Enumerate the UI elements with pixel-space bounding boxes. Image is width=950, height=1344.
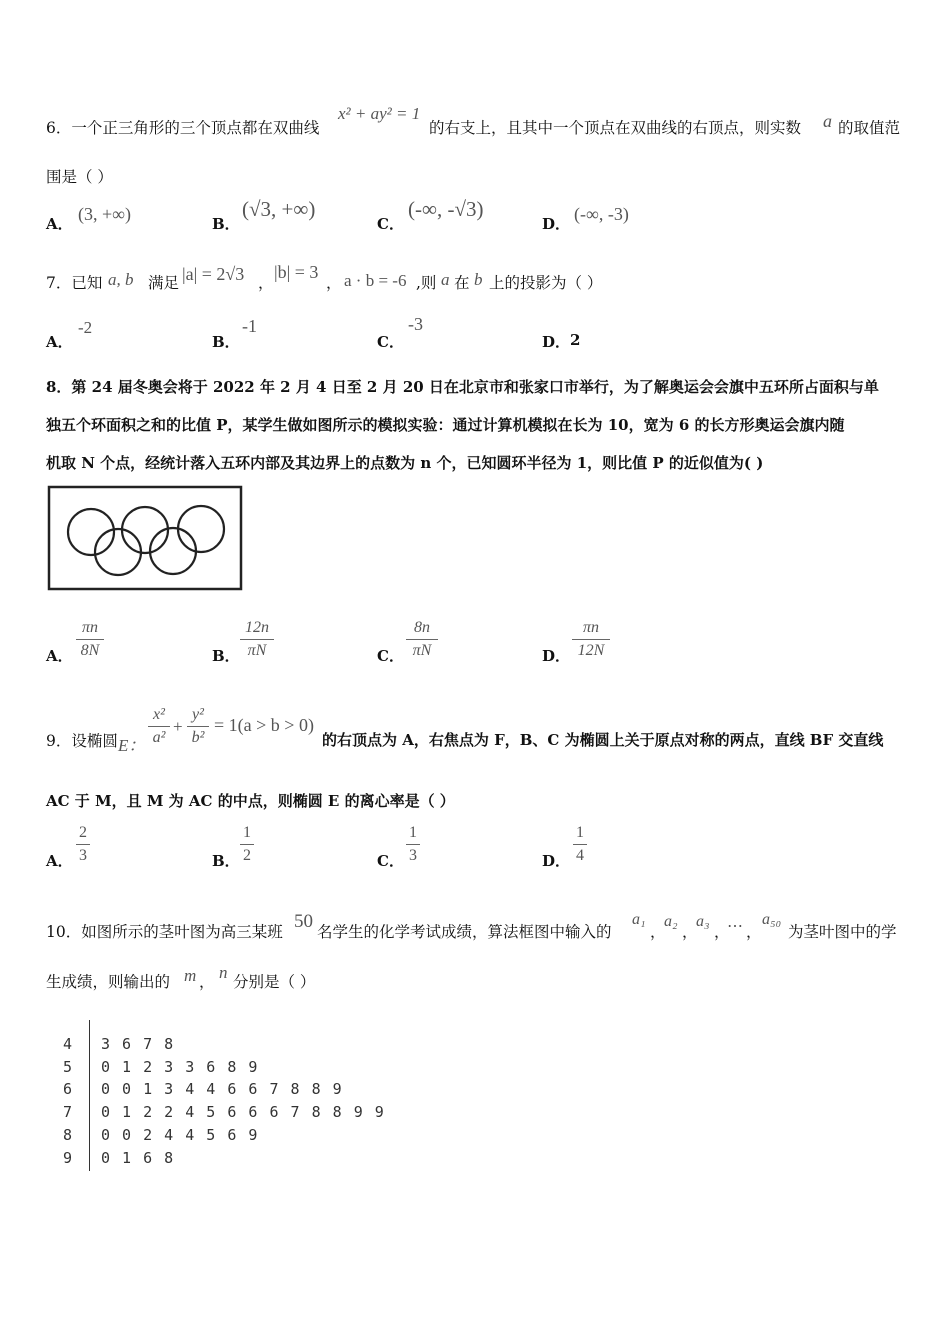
q7-option-c-label: C． (377, 333, 404, 351)
q8-option-d-label: D． (542, 647, 571, 665)
q8-option-d-num: πn (582, 619, 599, 636)
q6-text-line2: 围是（ ） (46, 168, 113, 186)
q8-option-c-num: 8n (414, 619, 430, 636)
leaves-5: 0 1 2 3 3 6 8 9 (101, 1058, 259, 1076)
q7-var-a: a (441, 270, 450, 289)
q6-option-a-label: A． (46, 215, 73, 233)
q9-E-label: E： (118, 736, 146, 755)
q9-option-a-num: 2 (79, 824, 87, 841)
q9-text-post: 的右顶点为 A，右焦点为 F，B、C 为椭圆上关于原点对称的两点，直线 BF 交直线 (322, 731, 884, 749)
q10-text-pre: 10．如图所示的茎叶图为高三某班 (46, 923, 283, 941)
q6-option-c-value: (-∞, -√3) (408, 197, 484, 221)
q7-option-a-label: A． (46, 333, 73, 351)
q10-a1: a₁ (632, 911, 646, 928)
q7-text-t3: 在 (454, 274, 470, 292)
q10-text-line2-pre: 生成绩，则输出的 (46, 973, 171, 991)
q7-sep-1: ， (258, 274, 274, 292)
q8-text-line2: 独五个环面积之和的比值 P，某学生做如图所示的模拟实验：通过计算机模拟在长为 10，宽为 6 的长方形奥运会旗内随 (46, 416, 845, 434)
q9-option-a-label: A． (46, 852, 73, 870)
q6-var-a: a (823, 111, 832, 131)
q7-text-t1: 满足 (148, 274, 180, 292)
q8-option-c-fraction (406, 618, 438, 661)
flag-rectangle (49, 487, 241, 589)
ring-bottom-right (150, 528, 196, 574)
q8-option-d-fraction (572, 618, 610, 661)
q7-option-c-value: -3 (408, 314, 423, 334)
leaves-8: 0 0 2 4 4 5 6 9 (101, 1126, 259, 1144)
q8-text-line3: 机取 N 个点，经统计落入五环内部及其边界上的点数为 n 个，已知圆环半径为 1，则比值 P 的近似值为( ) (46, 454, 764, 472)
q8-option-b-fraction (240, 618, 274, 661)
q8-option-c-label: C． (377, 647, 404, 665)
q9-rhs: = 1(a > b > 0) (214, 715, 314, 735)
q8-option-a-num: πn (81, 619, 98, 636)
ring-top-right (178, 506, 224, 552)
q7-vars: a, b (108, 270, 134, 289)
q7-text-pre: 7．已知 (46, 274, 103, 292)
leaves-4: 3 6 7 8 (101, 1035, 175, 1053)
q10-dots: ⋯ (727, 918, 743, 935)
q8-option-c-den: πN (412, 642, 432, 659)
stem-leaf-plot (60, 1020, 386, 1172)
q9-option-a-fraction (76, 823, 90, 866)
stem-6: 6 (63, 1080, 73, 1098)
q6-option-d-label: D． (542, 215, 571, 233)
q9-fraction-y-num: y² (192, 706, 204, 723)
ring-top-middle (122, 507, 168, 553)
stem-4: 4 (63, 1035, 73, 1053)
q7-option-a-value: -2 (78, 318, 93, 337)
q9-option-d-fraction (573, 823, 587, 866)
q10-text-line2-post: 分别是（ ） (233, 973, 316, 991)
q6-text-pre: 6．一个正三角形的三个顶点都在双曲线 (46, 119, 320, 137)
q8-option-b-den: πN (247, 642, 267, 659)
q6-option-b-label: B． (212, 215, 240, 233)
q9-text-pre: 9．设椭圆 (46, 732, 118, 750)
q10-comma-2: ， (682, 923, 698, 941)
q10-comma-mn: ， (199, 973, 215, 991)
q7-option-b-label: B． (212, 333, 240, 351)
q9-option-d-den: 4 (576, 847, 584, 864)
q10-var-m: m (184, 966, 197, 985)
stem-divider (89, 1020, 90, 1171)
q8-text-line1: 8．第 24 届冬奥会将于 2022 年 2 月 4 日至 2 月 20 日在北京市和张家口市举行，为了解奥运会会旗中五环所占面积与单 (46, 378, 879, 396)
stem-8: 8 (63, 1126, 73, 1144)
q6-option-b-value: (√3, +∞) (242, 197, 316, 221)
q9-fraction-y-den: b² (191, 729, 205, 746)
q7-option-d-value: 2 (570, 331, 581, 349)
q8-option-a-den: 8N (80, 642, 100, 659)
q10-comma-4: ， (746, 923, 762, 941)
q10-a3: a₃ (696, 913, 710, 930)
q10-comma-3: ， (714, 923, 730, 941)
q9-option-c-label: C． (377, 852, 404, 870)
q9-option-b-label: B． (212, 852, 240, 870)
q7-option-d-label: D． (542, 333, 571, 351)
q10-text-mid: 名学生的化学考试成绩，算法框图中输入的 (317, 923, 612, 941)
stem-5: 5 (63, 1058, 73, 1076)
q8-option-b-num: 12n (245, 619, 269, 636)
stem-7: 7 (63, 1103, 73, 1121)
q8-option-b-label: B． (212, 647, 240, 665)
stem-9: 9 (63, 1149, 73, 1167)
q7-cond-a: |a| = 2√3 (182, 264, 245, 284)
q6-option-d-value: (-∞, -3) (574, 204, 629, 224)
q9-option-d-num: 1 (576, 824, 584, 841)
q7-var-b: b (474, 270, 483, 289)
q7-sep-2: ， (326, 274, 342, 292)
q7-text-t2: ,则 (416, 274, 437, 292)
q9-fraction-x-den: a² (152, 729, 166, 746)
q9-option-b-fraction (240, 823, 254, 866)
q10-a2: a₂ (664, 913, 678, 930)
q7-cond-dot: a · b = -6 (344, 271, 407, 290)
q9-fraction-y (187, 705, 209, 748)
q9-option-b-den: 2 (243, 847, 251, 864)
q9-option-b-num: 1 (243, 824, 251, 841)
q6-option-a-value: (3, +∞) (78, 204, 131, 224)
q7-option-b-value: -1 (242, 316, 257, 336)
leaves-7: 0 1 2 2 4 5 6 6 6 7 8 8 9 9 (101, 1103, 386, 1121)
q7-cond-b: |b| = 3 (274, 262, 319, 282)
q10-var-n: n (219, 963, 228, 982)
q9-option-a-den: 3 (79, 847, 87, 864)
q10-count-50: 50 (294, 911, 313, 932)
q8-option-d-den: 12N (577, 642, 605, 659)
q8-option-a-fraction (76, 618, 104, 661)
q9-option-c-den: 3 (409, 847, 417, 864)
q6-text-post: 的取值范 (838, 119, 901, 137)
leaves-9: 0 1 6 8 (101, 1149, 175, 1167)
q9-fraction-x (148, 705, 170, 748)
q9-option-c-num: 1 (409, 824, 417, 841)
q6-equation: x² + ay² = 1 (338, 104, 421, 123)
q9-option-c-fraction (406, 823, 420, 866)
q9-plus: + (173, 717, 183, 736)
q9-text-line2: AC 于 M，且 M 为 AC 的中点，则椭圆 E 的离心率是（ ） (46, 792, 455, 810)
q7-text-t4: 上的投影为（ ） (489, 274, 603, 292)
q6-text-mid: 的右支上，且其中一个顶点在双曲线的右顶点，则实数 (429, 119, 802, 137)
leaves-6: 0 0 1 3 4 4 6 6 7 8 8 9 (101, 1080, 344, 1098)
q9-fraction-x-num: x² (153, 706, 165, 723)
q10-comma-1: ， (650, 923, 666, 941)
q10-text-post: 为茎叶图中的学 (788, 923, 897, 941)
q9-option-d-label: D． (542, 852, 571, 870)
q8-option-a-label: A． (46, 647, 73, 665)
q10-a50: a₅₀ (762, 911, 782, 928)
olympic-rings-figure (46, 484, 244, 592)
q6-option-c-label: C． (377, 215, 404, 233)
